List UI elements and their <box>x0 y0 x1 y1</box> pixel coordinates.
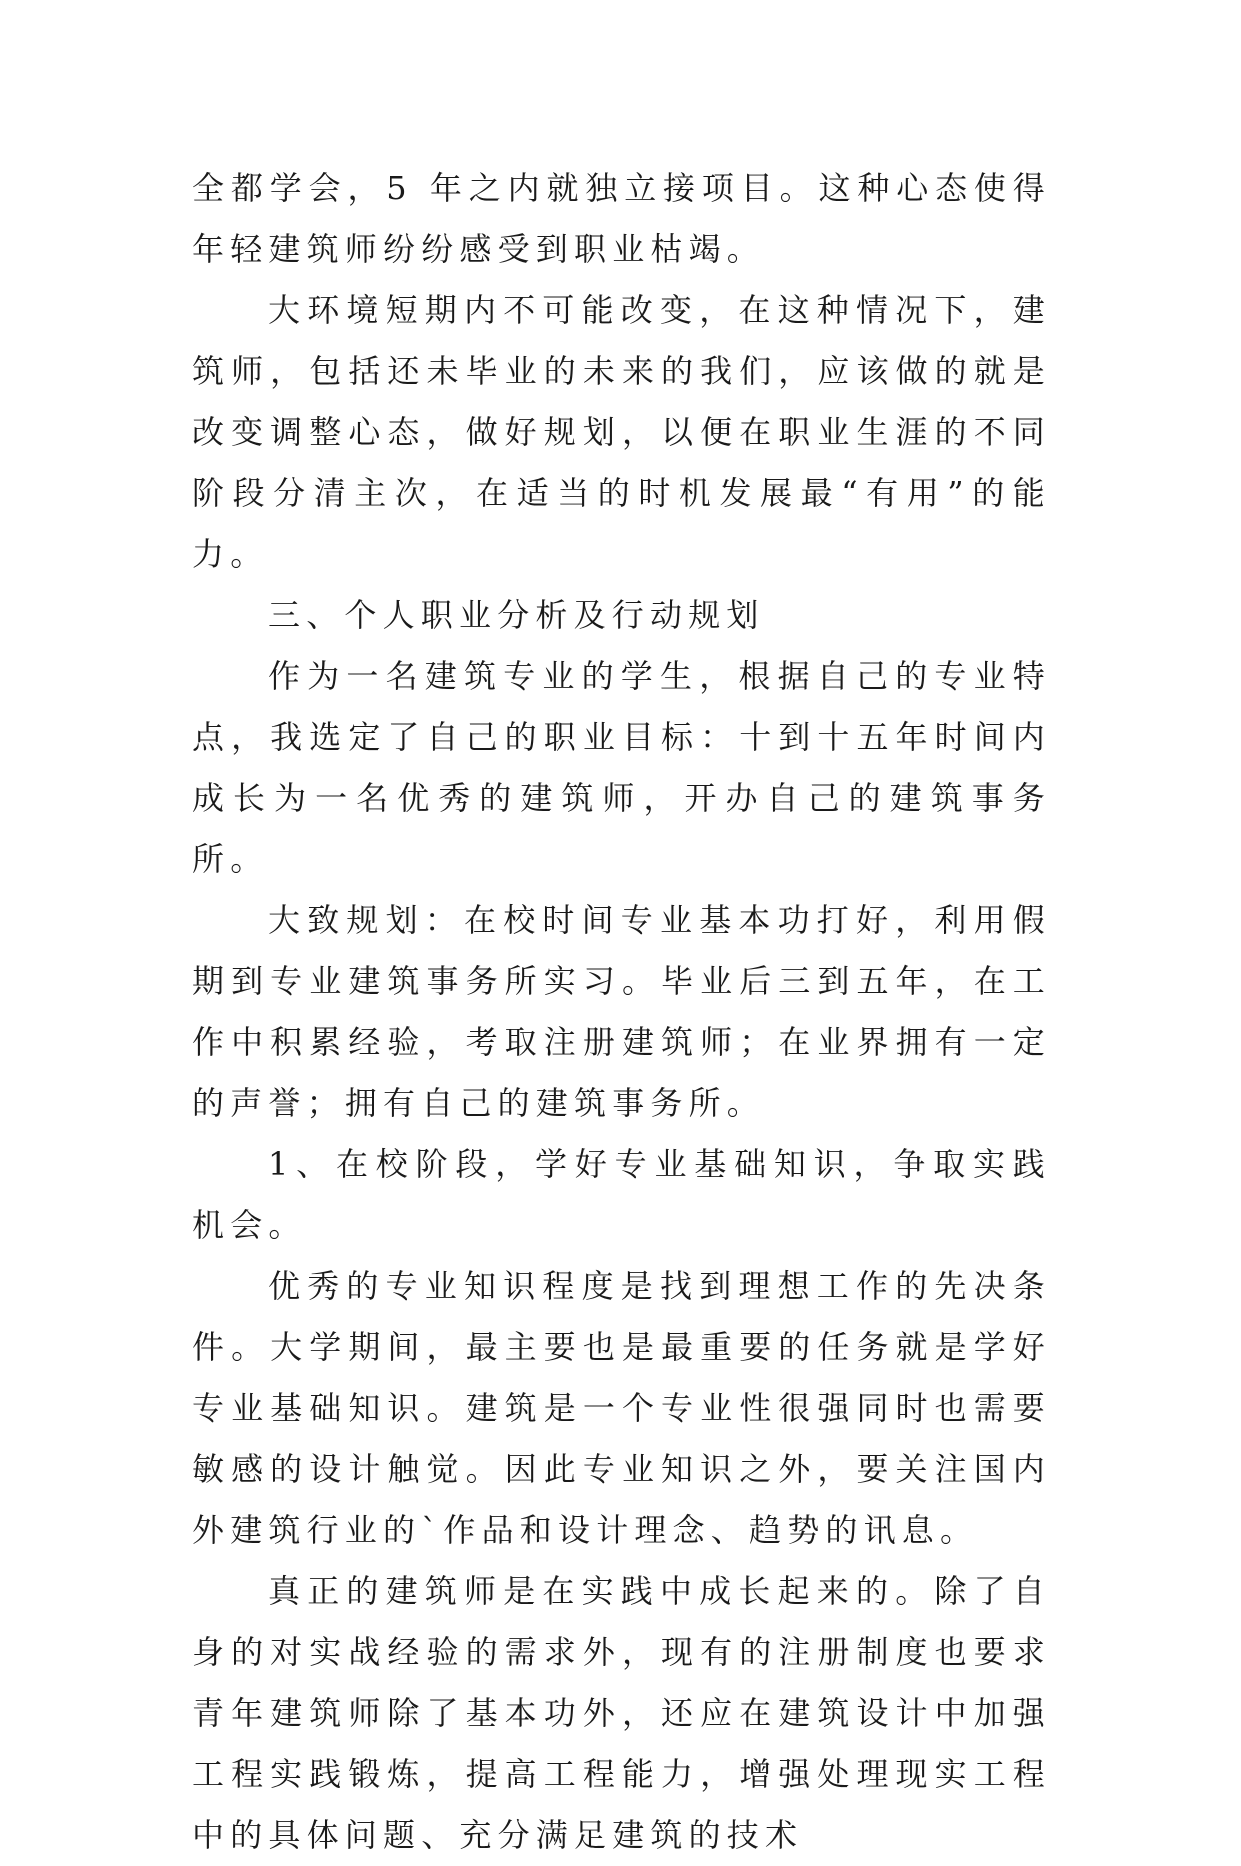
paragraph-adjust-mindset: 大环境短期内不可能改变，在这种情况下，建筑师，包括还未毕业的未来的我们，应该做的就是改变调整心态，做好规划，以便在职业生涯的不同阶段分清主次，在适当的时机发展最“有用”的能力。 <box>192 291 1051 573</box>
section-heading: 三、个人职业分析及行动规划 <box>268 596 765 634</box>
paragraph-general-plan: 大致规划：在校时间专业基本功打好，利用假期到专业建筑事务所实习。毕业后三到五年，在工作中积累经验，考取注册建筑师；在业界拥有一定的声誉；拥有自己的建筑事务所。 <box>192 901 1051 1122</box>
paragraph-professional-knowledge: 优秀的专业知识程度是找到理想工作的先决条件。大学期间，最主要也是最重要的任务就是学好专业基础知识。建筑是一个专业性很强同时也需要敏感的设计触觉。因此专业知识之外，要关注国内外建筑行业的`作品和设计理念、趋势的讯息。 <box>192 1267 1051 1549</box>
paragraph-practice: 真正的建筑师是在实践中成长起来的。除了自身的对实战经验的需求外，现有的注册制度也要求青年建筑师除了基本功外，还应在建筑设计中加强工程实践锻炼，提高工程能力，增强处理现实工程中的具体问题、充分满足建筑的技术 <box>192 1572 1051 1854</box>
paragraph-career-burnout: 全都学会，5 年之内就独立接项目。这种心态使得年轻建筑师纷纷感受到职业枯竭。 <box>192 169 1051 268</box>
paragraph-career-goal: 作为一名建筑专业的学生，根据自己的专业特点，我选定了自己的职业目标：十到十五年时间内成长为一名优秀的建筑师，开办自己的建筑事务所。 <box>192 657 1051 878</box>
subsection-heading: 1、在校阶段，学好专业基础知识，争取实践机会。 <box>192 1145 1051 1244</box>
